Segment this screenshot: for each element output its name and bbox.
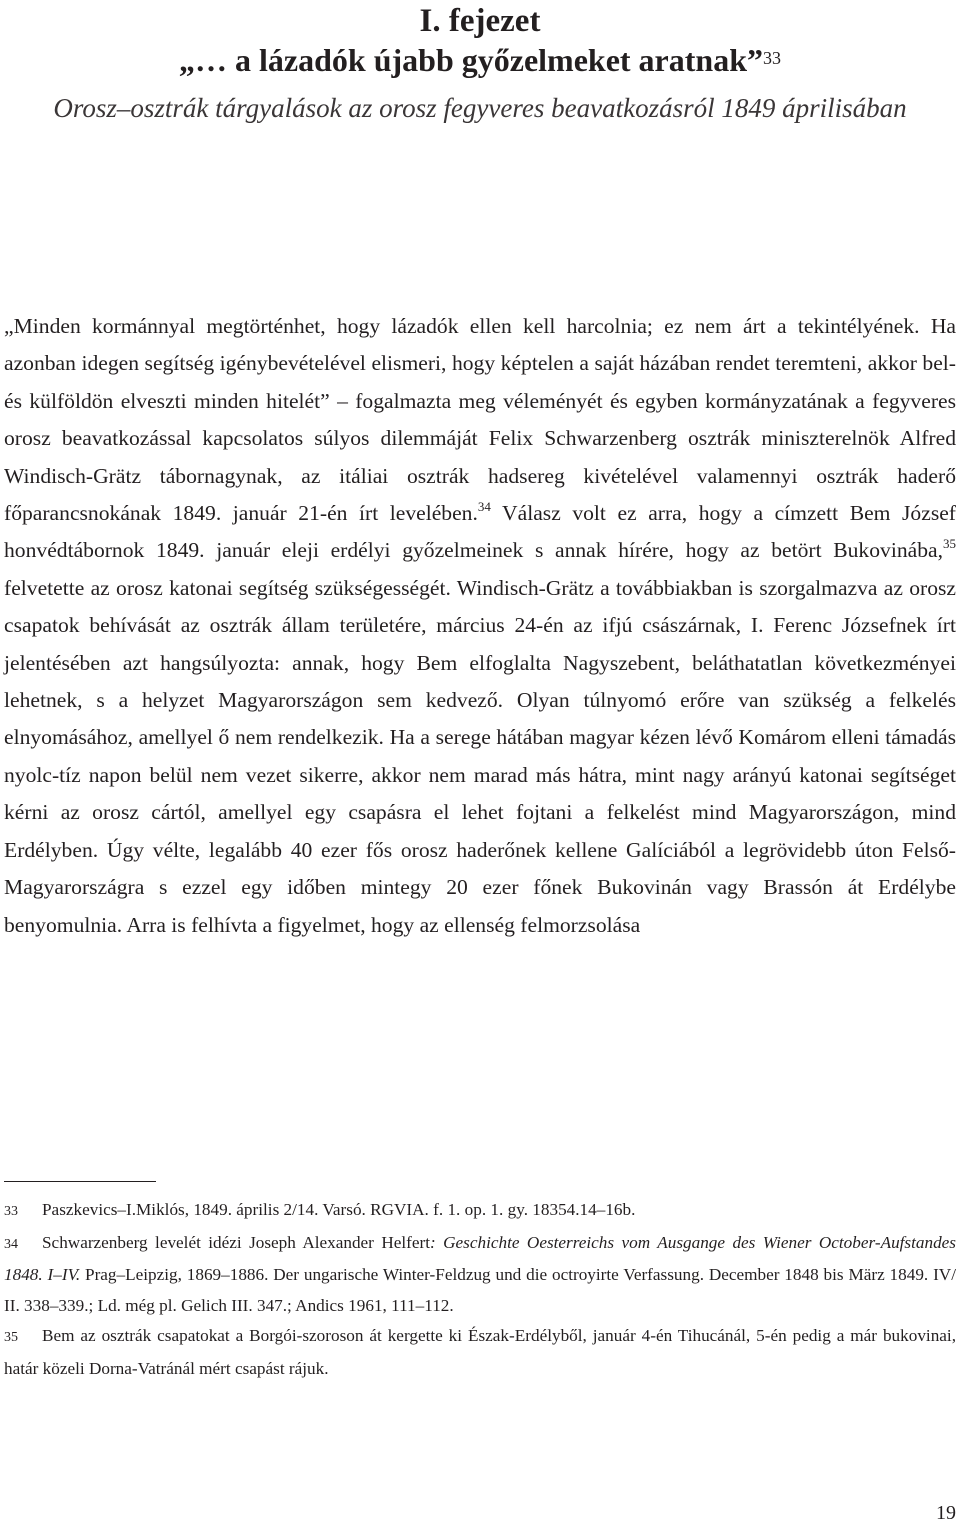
body-paragraph [4, 308, 956, 944]
footnotes [4, 1195, 956, 1384]
footnote-number: 35 [4, 1330, 18, 1345]
footnote-number: 33 [4, 1204, 18, 1219]
footnote-text: Schwarzenberg levelét idézi Joseph Alexander Helfert [42, 1232, 430, 1252]
footnote-ref-33: 33 [763, 48, 781, 68]
chapter-title-text: „… a lázadók újabb győzelmeket aratnak” [179, 42, 763, 78]
footnote-italic-title: : Geschichte Oesterreichs vom Ausgange des Wiener October-Aufstandes 1848. I–IV. [4, 1232, 956, 1284]
footnote-ref-34: 34 [477, 499, 491, 515]
footnote-number: 34 [4, 1236, 18, 1252]
footnote-34 [4, 1228, 956, 1322]
footnote-text: Paszkevics–I.Miklós, 1849. április 2/14. Varsó. RGVIA. f. 1. op. 1. gy. 18354.14–16b. [42, 1200, 636, 1219]
footnote-35 [4, 1321, 956, 1384]
footnote-text-rest: Prag–Leipzig, 1869–1886. Der ungarische Winter-Feldzug und die octroyirte Verfassung. December 1848 bis März 1849. IV/ II. 338–339.; Ld. még pl. Gelich III. 347.; Andics 1961, 111–112. [4, 1265, 956, 1315]
body-text-part-2: Válasz volt ez arra, hogy a címzett Bem József honvédtábornok 1849. január eleji erdélyi győzelmeinek s annak hírére, hogy az betört Bukovinába, [4, 501, 956, 563]
chapter-title [0, 40, 960, 80]
body-text-part-1: „Minden kormánnyal megtörténhet, hogy lázadók ellen kell harcolnia; ez nem árt a tekintélyének. Ha azonban idegen segítség igénybevételével elismeri, hogy képtelen a saját házában rendet teremteni, akkor bel- és külföldön elveszti minden hitelét” – fogalmazta meg véleményét és egyben kormányzatának a fegyveres orosz beavatkozással kapcsolatos súlyos dilemmáját Felix Schwarzenberg osztrák miniszterelnök Alfred Windisch-Grätz tábornagynak, az itáliai osztrák hadsereg kivételével valamennyi osztrák haderő főparancsnokának 1849. január 21-én írt levelében. [4, 314, 956, 526]
footnote-ref-35: 35 [943, 536, 956, 552]
page-number: 19 [936, 1502, 956, 1524]
body-text-part-3: felvetette az orosz katonai segítség szükségességét. Windisch-Grätz a továbbiakban is szorgalmazva az orosz csapatok behívását az osztrák állam területére, március 24-én az ifjú császárnak, I. Ferenc Józsefnek írt jelentésében azt hangsúlyozta: annak, hogy Bem elfoglalta Nagyszebent, beláthatatlan következményei lehetnek, s a helyzet Magyarországon sem kedvező. Olyan túlnyomó erőre van szükség a felkelés elnyomásához, amellyel ő nem rendelkezik. Ha a serege hátában magyar kézen lévő Komárom elleni támadás nyolc-tíz napon belül nem vezet sikerre, akkor nem marad más hátra, mint nagy arányú katonai segítséget kérni az orosz cártól, amellyel egy csapásra el lehet fojtani a felkelést mind Magyarországon, mind Erdélyben. Úgy vélte, legalább 40 ezer fős orosz haderőnek kellene Galíciából a legrövidebb úton Felső-Magyarországra s ezzel egy időben mintegy 20 ezer főnek Bukovinán vagy Brassón át Erdélybe benyomulnia. Arra is felhívta a figyelmet, hogy az ellenség felmorzsolása [4, 575, 956, 937]
chapter-heading [0, 2, 960, 128]
chapter-label: I. fejezet [419, 3, 541, 39]
chapter-subtitle: Orosz–osztrák tárgyalások az orosz fegyveres beavatkozásról 1849 áprilisában [53, 93, 907, 123]
footnote-33 [4, 1195, 956, 1228]
footnote-text: Bem az osztrák csapatokat a Borgói-szoroson át kergette ki Észak-Erdélyből, január 4-én Tihucánál, 5-én pedig a már bukovinai, határ közeli Dorna-Vatránál mért csapást rájuk. [4, 1326, 956, 1378]
footnote-separator [4, 1181, 156, 1182]
